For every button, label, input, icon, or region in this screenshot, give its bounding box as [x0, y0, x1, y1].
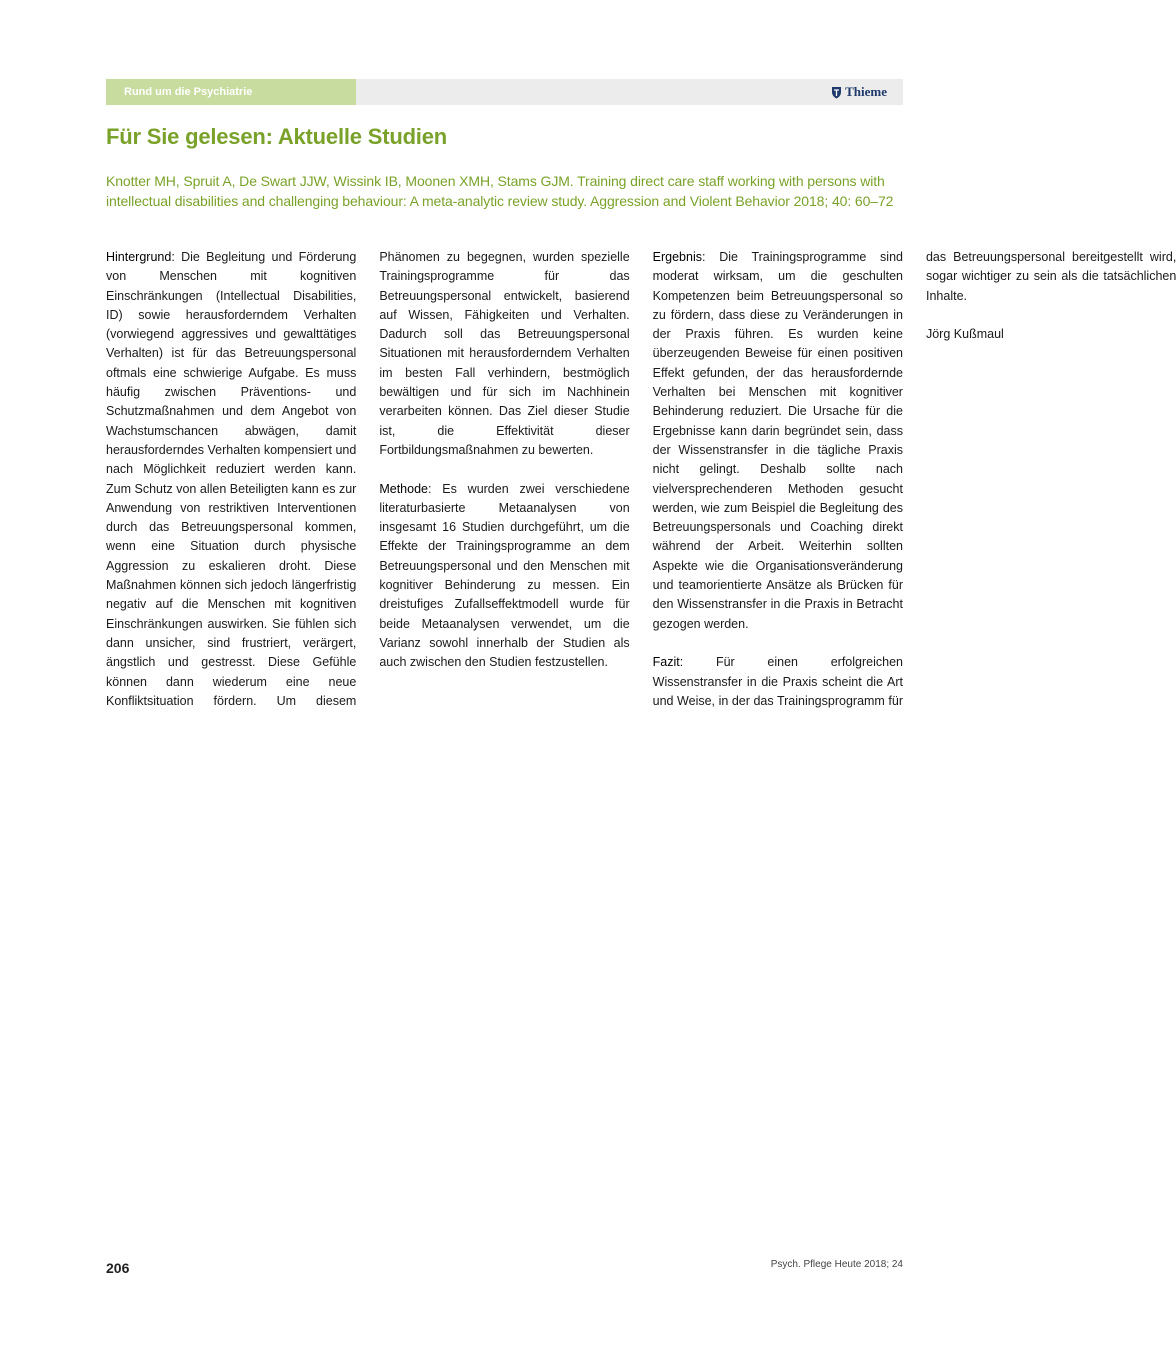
brand-logo: [831, 79, 887, 105]
section-label: Rund um die Psychiatrie: [106, 79, 356, 105]
thieme-logo-icon: [831, 86, 842, 99]
header-bar: [106, 79, 903, 105]
brand-name: Thieme: [845, 84, 887, 99]
author: Jörg Kußmaul: [925, 327, 1004, 342]
article-title: Für Sie gelesen: Aktuelle Studien: [106, 124, 447, 149]
journal-reference: Psych. Pflege Heute 2018; 24: [770, 1259, 903, 1270]
section-text-background: : Die Begleitung und Förderung von Menschen mit kognitiven Einschränkungen (Intellectual Disabilities, ID) sowie herausforderndem Verhalten (vorwiegend aggressives und gewalttätiges Verhalten) ist für das Betreuungspersonal oftmals eine schwierige Aufgabe. Es muss häufig zwischen Präventions- und Schutzmaßnahmen und dem Angebot von Wachstumschancen abwägen, damit herausforderndes Verhalten kompensiert und nach Möglichkeit reduziert werden kann. Zum Schutz von allen Beteiligten kann es zur Anwendung von restriktiven Interventionen durch das Betreuungspersonal kommen, wenn eine Situation durch physische Aggression zu eskalieren droht. Diese Maßnahmen können sich jedoch längerfristig negativ auf die Menschen mit kognitiven Einschränkungen auswirken. Sie fühlen sich dann unsicher, sind frustriert, verärgert, ängstlich und gestresst. Diese Gefühle können dann wiederum eine neue Konfliktsituation fördern. Um diesem Phänomen zu begegnen, wurden spezielle Trainingsprogramme für das Betreuungspersonal entwickelt, basierend auf Wissen, Fähigkeiten und Verhalten. Dadurch soll das Betreuungspersonal Situationen mit herausforderndem Verhalten im besten Fall verhindern, bestmöglich bewältigen und für sich im Nachhinein verarbeiten können. Das Ziel dieser Studie ist, die Effektivität dieser Fortbildungsmaßnahmen zu bewerten.: [106, 250, 630, 708]
section-text-result: : Die Trainingsprogramme sind moderat wirksam, um die geschulten Kompetenzen beim Betreuungspersonal so zu fördern, dass diese zu Veränderungen in der Praxis führen. Es wurden keine überzeugenden Beweise für einen positiven Effekt gefunden, der das herausfordernde Verhalten bei Menschen mit kognitiver Behinderung reduziert. Die Ursache für die Ergebnisse kann darin begründet sein, dass der Wissenstransfer in die tägliche Praxis nicht gelingt. Deshalb sollte nach vielversprechenderen Methoden gesucht werden, wie zum Beispiel die Begleitung des Betreuungspersonals und Coaching direkt während der Arbeit. Weiterhin sollten Aspekte wie die Organisationsveränderung und teamorientierte Ansätze als Brücken für den Wissenstransfer in die Praxis in Betracht gezogen werden.: [652, 250, 903, 631]
section-result: [653, 248, 903, 634]
section-method: [379, 480, 629, 673]
page-number: 206: [106, 1260, 130, 1276]
section-label-result: Ergebnis: [652, 250, 702, 264]
section-label-method: Methode: [379, 481, 428, 496]
citation: Knotter MH, Spruit A, De Swart JJW, Wissink IB, Moonen XMH, Stams GJM. Training direct care staff working with persons with intellectual disabilities and challenging behaviour: A meta-analytic review study. Aggression and Violent Behavior 2018; 40: 60–72: [106, 173, 894, 209]
section-label-conclusion: Fazit: [652, 655, 680, 670]
section-text-conclusion: : Für einen erfolgreichen Wissenstransfer in die Praxis scheint die Art und Weise, in der das Trainingsprogramm für das Betreuungspersonal bereitgestellt wird, sogar wichtiger zu sein als die tatsächlichen Inhalte.: [652, 250, 1176, 708]
article-body: [106, 248, 1176, 718]
section-label-background: Hintergrund: [106, 250, 172, 264]
section-text-method: : Es wurden zwei verschiedene literaturbasierte Metaanalysen von insgesamt 16 Studien durchgeführt, um die Effekte der Trainingsprogramme an dem Betreuungspersonal und den Menschen mit kognitiver Behinderung zu messen. Ein dreistufiges Zufallseffektmodell wurde für beide Metaanalysen verwendet, um die Varianz sowohl innerhalb der Studien als auch zwischen den Studien festzustellen.: [379, 481, 630, 670]
